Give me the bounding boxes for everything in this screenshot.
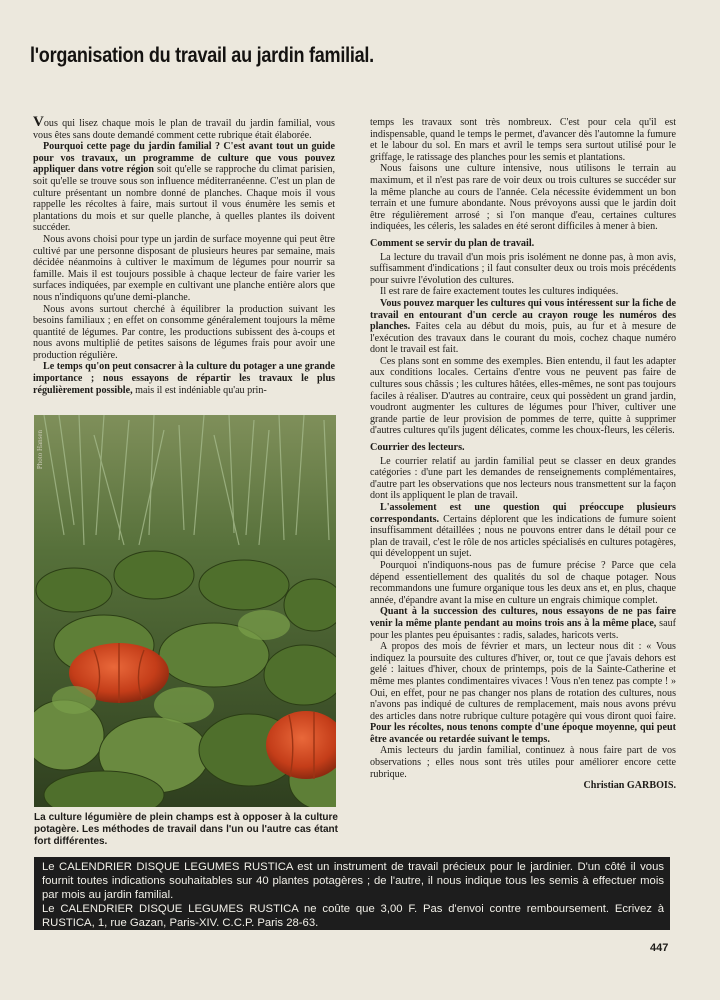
paragraph-text: Faites cela au début du mois, puis, au fur et à mesure de l'exécution des travaux dans le courant du mois, cochez chaque numéro dont le travail est fait. [370,321,676,356]
paragraph [370,502,676,560]
paragraph [370,606,676,641]
paragraph: Le courrier relatif au jardin familial peut se classer en deux grandes catégories : d'une part les demandes de renseignements complémentaires, d'autre part les observations que nos lecteurs nous transmettent sur la façon dont ils appliquent le plan de travail. [370,455,676,502]
photo-caption: La culture légumière de plein champs est à opposer à la culture potagère. Les méthodes de travail dans l'un ou l'autre cas étant fort différentes. [34,812,338,847]
bold-text: Vous pouvez marquer les cultures qui vous intéressent sur la fiche de travail en entourant d'un cercle au crayon rouge les numéros des planches. [370,297,676,333]
paragraph: Il est rare de faire exactement toutes les cultures indiquées. [380,286,619,298]
paragraph-text: mais il est indéniable qu'au prin- [132,384,267,396]
ad-paragraph: Le CALENDRIER DISQUE LEGUMES RUSTICA ne coûte que 3,00 F. Pas d'envoi contre remboursement. Ecrivez à RUSTICA, 1, rue Gazan, Paris-XIV. C.C.P. Paris 28-63. [42,902,664,929]
paragraph-text: ous qui lisez chaque mois le plan de travail du jardin familial, vous vous êtes sans doute demandé comment cette rubrique était élaborée. [33,118,335,141]
bold-text: Pour les récoltes, nous tenons compte d'une époque moyenne, qui peut être avancée ou retardée suivant le temps. [370,722,676,745]
bold-text: Le temps qu'on peut consacrer à la culture du potager a une grande importance ; nous essayons de répartir les travaux le plus régulièrement possible, [33,361,335,396]
paragraph-text: A propos des mois de février et mars, un lecteur nous dit : « Vous indiquez la poursuite des cultures d'hiver, or, tout ce que j'avais dehors est gelé : laitues d'hiver, choux de printemps, pois de la Sainte-Catherine et même mes plantes condimentaires vivaces ! Vous n'en tenez pas compte ! » Oui, en effet, pour ne pas changer nos plans de rotation des cultures, nous n'avons pas indiqué de cultures de remplacement, mais nous avons prévu des articles dans notre rubrique culture potagère qui vous diront quoi faire. [370,641,676,722]
advertisement-box [34,857,670,930]
paragraph [370,641,676,745]
paragraph: Nous faisons une culture intensive, nous utilisons le terrain au maximum, et il n'est pas rare de voir deux ou trois cultures se succéder sur la même planche au cours de l'année. Cela nécessite évidemment un bon terrain et une fumure abondante. Nous prévoyons aussi que le jardin doit être régulièrement arrosé ; si l'on manque d'eau, certaines cultures indiquées, les céleris, les salades en été seront difficiles à mener à bien. [370,163,676,233]
section-heading: Comment se servir du plan de travail. [370,237,535,249]
paragraph: Pourquoi n'indiquons-nous pas de fumure précise ? Parce que cela dépend essentiellement des qualités du sol de chaque potager. Nous recommandons une fumure organique tous les deux ans et, en plus, chaque année, d'épandre avant la mise en culture un engrais chimique complet. [370,559,676,606]
drop-cap: V [33,114,44,130]
paragraph: Nous avons surtout cherché à équilibrer la production suivant les besoins familiaux ; en effet on consomme généralement toujours la même quantité de légumes. Par contre, les productions subissent des à-coups et nous avons multiplié de petites saisons de légumes frais pour avoir une production régulière. [33,303,335,361]
bold-text: Pourquoi cette page du jardin familial ? C'est avant tout un guide pour vos travaux, un programme de culture que vous pouvez appliquer dans votre région [33,141,335,176]
paragraph: Amis lecteurs du jardin familial, continuez à nous faire part de vos observations ; elles nous sont très utiles pour améliorer encore cette rubrique. [370,745,676,780]
right-column [370,117,676,792]
page-title: l'organisation du travail au jardin familial. [30,44,374,67]
author-signature: Christian GARBOIS. [583,780,676,792]
paragraph [370,298,676,356]
paragraph: temps les travaux sont très nombreux. C'est pour cela qu'il est indispensable, quand le temps le permet, d'avancer dès l'automne la fumure et le labour du sol. En mars et avril le temps sera surtout utilisé pour le griffage, le ratissage des planches pour les semis et plantations. [370,117,676,163]
paragraph [33,361,335,396]
paragraph [33,141,335,234]
photo-credit: Photo Hansen [36,430,44,470]
paragraph: La lecture du travail d'un mois pris isolément ne donne pas, à mon avis, suffisamment d'indications ; il faut consulter deux ou trois mois précédents pour suivre l'évolution des cultures. [370,251,676,286]
paragraph: Ces plans sont en somme des exemples. Bien entendu, il faut les adapter aux conditions locales. Certains d'entre vous ne peuvent pas faire de cultures sous châssis ; les cultures hâtées, elles-mêmes, ne sont pas toujours faciles à réaliser. D'autres au contraire, ceux qui possèdent un grand jardin, voudront augmenter les cultures de légumes pour l'hiver, cultiver une grande partie de leur provision de pommes de terre, quitte à supprimer d'autres cultures qu'ils jugent délicates, comme les choux-fleurs, les céleris. [370,355,676,437]
paragraph [33,114,335,141]
garden-photo [34,415,336,807]
bold-text: L'assolement est une question qui préoccupe plusieurs correspondants. [370,502,676,525]
paragraph-text: Certains déplorent que les indications de fumure soient insuffisamment détaillées ; nous ne pouvons entrer dans le détail pour ce plan de travail, c'est le rôle de nos articles spécialisés en cultures potagères, qui développent un sujet. [370,513,676,560]
pumpkin-garden-image [34,415,336,807]
paragraph-text: soit qu'elle se rapproche du climat parisien, soit qu'elle se trouve sous son influence méditerranéenne. C'est un plan de culture présentant un nombre donné de planches. Chaque mois il vous rappelle les récoltes à faire, mais surtout il vous énumère les semis et plantations du mois et sur quelle planche, à quelles plantes ils doivent succéder. [33,164,335,234]
left-column [33,114,335,396]
section-heading: Courrier des lecteurs. [370,442,465,454]
paragraph: Nous avons choisi pour type un jardin de surface moyenne qui peut être cultivé par une personne disposant de plusieurs heures par semaine, mais décidée néanmoins à cultiver le maximum de légumes pour nourrir sa famille. Mais il est toujours possible à chaque lecteur de faire varier les surfaces indiquées, par exemple en cultivant une planche entière alors que nous n'indiquons qu'une demi-planche. [33,233,335,303]
ad-paragraph: Le CALENDRIER DISQUE LEGUMES RUSTICA est un instrument de travail précieux pour le jardinier. D'un côté il vous fournit toutes indications souhaitables sur 40 plantes potagères ; de l'autre, il nous indique tous les semis à effectuer mois par mois au jardin familial. [42,861,664,901]
page-number: 447 [650,942,669,954]
bold-text: Quant à la succession des cultures, nous essayons de ne pas faire venir la même plante pendant au moins trois ans à la même place, [370,606,676,629]
paragraph-text: sauf pour les plantes peu épuisantes : radis, salades, haricots verts. [370,617,677,641]
